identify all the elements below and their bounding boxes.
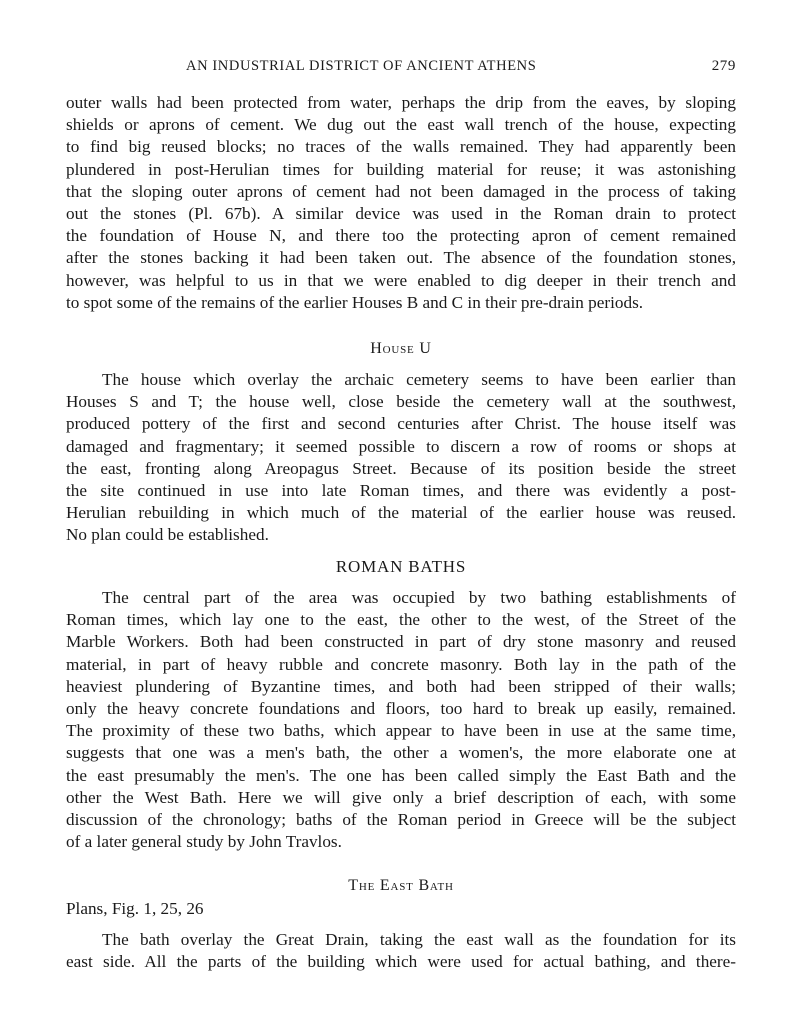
house-u-paragraph [66, 369, 736, 547]
text-line: Roman times, which lay one to the east, the other to the west, of the Street of the [66, 610, 736, 630]
text-line: suggests that one was a men's bath, the other a women's, the more elaborate one at [66, 743, 736, 763]
text-line: after the stones backing it had been taken out. The absence of the foundation stones, [66, 248, 736, 268]
text-line: east side. All the parts of the building which were used for actual bathing, and there- [66, 952, 736, 972]
section-heading-east-bath: The East Bath [348, 877, 454, 894]
text-line: of a later general study by John Travlos. [66, 832, 342, 852]
text-line: out the stones (Pl. 67b). A similar device was used in the Roman drain to protect [66, 203, 736, 223]
section-heading-roman-baths: ROMAN BATHS [335, 557, 467, 576]
roman-baths-paragraph [66, 587, 736, 853]
text-line: outer walls had been protected from water, perhaps the drip from the eaves, by sloping [66, 93, 736, 112]
text-line: produced pottery of the first and second centuries after Christ. The house itself was [66, 414, 736, 434]
text-line: The bath overlay the Great Drain, taking the east wall as the foundation for its [102, 930, 736, 949]
text-line: Houses S and T; the house well, close beside the cemetery wall at the southwest, [66, 392, 736, 412]
section-heading-house-u: House U [370, 340, 432, 357]
text-line: The house which overlay the archaic cemetery seems to have been earlier than [102, 370, 736, 389]
text-line: the east presumably the men's. The one has been called simply the East Bath and the [66, 765, 736, 785]
text-line: damaged and fragmentary; it seemed possible to discern a row of rooms or shops at [66, 436, 736, 456]
text-line: shields or aprons of cement. We dug out the east wall trench of the house, expecting [66, 115, 736, 135]
text-line: however, was helpful to us in that we were enabled to dig deeper in their trench and [66, 270, 736, 290]
text-line: to spot some of the remains of the earlier Houses B and C in their pre-drain periods. [66, 292, 644, 312]
text-line: the foundation of House N, and there too the protecting apron of cement remained [66, 226, 736, 246]
text-line: No plan could be established. [66, 525, 269, 545]
text-line: Herulian rebuilding in which much of the material of the earlier house was reused. [66, 503, 736, 523]
text-line: that the sloping outer aprons of cement had not been damaged in the process of taking [66, 181, 736, 201]
running-head [66, 58, 736, 78]
text-line: the east, fronting along Areopagus Street. Because of its position beside the street [66, 458, 736, 478]
text-line: The proximity of these two baths, which appear to have been in use at the same time, [66, 721, 736, 741]
text-line: only the heavy concrete foundations and floors, too hard to break up easily, remained. [66, 698, 736, 718]
text-line: to find big reused blocks; no traces of the walls remained. They had apparently been [66, 137, 736, 157]
running-title: AN INDUSTRIAL DISTRICT OF ANCIENT ATHENS [186, 58, 537, 74]
text-line: The central part of the area was occupied by two bathing establishments of [102, 588, 736, 607]
text-line: heaviest plundering of Byzantine times, and both had been stripped of their walls; [66, 676, 736, 696]
text-line: other the West Bath. Here we will give only a brief description of each, with some [66, 787, 736, 807]
text-line: discussion of the chronology; baths of the Roman period in Greece will be the subject [66, 809, 736, 829]
text-line: plundered in post-Herulian times for building material for reuse; it was astonishing [66, 159, 736, 179]
east-bath-paragraph [66, 929, 736, 973]
plans-reference: Plans, Fig. 1, 25, 26 [66, 899, 204, 918]
page-number: 279 [711, 58, 736, 74]
intro-paragraph [66, 92, 736, 314]
text-line: material, in part of heavy rubble and concrete masonry. Both lay in the path of the [66, 654, 736, 674]
text-line: the site continued in use into late Roman times, and there was evidently a post- [66, 480, 736, 500]
text-line: Marble Workers. Both had been constructed in part of dry stone masonry and reused [66, 632, 736, 652]
